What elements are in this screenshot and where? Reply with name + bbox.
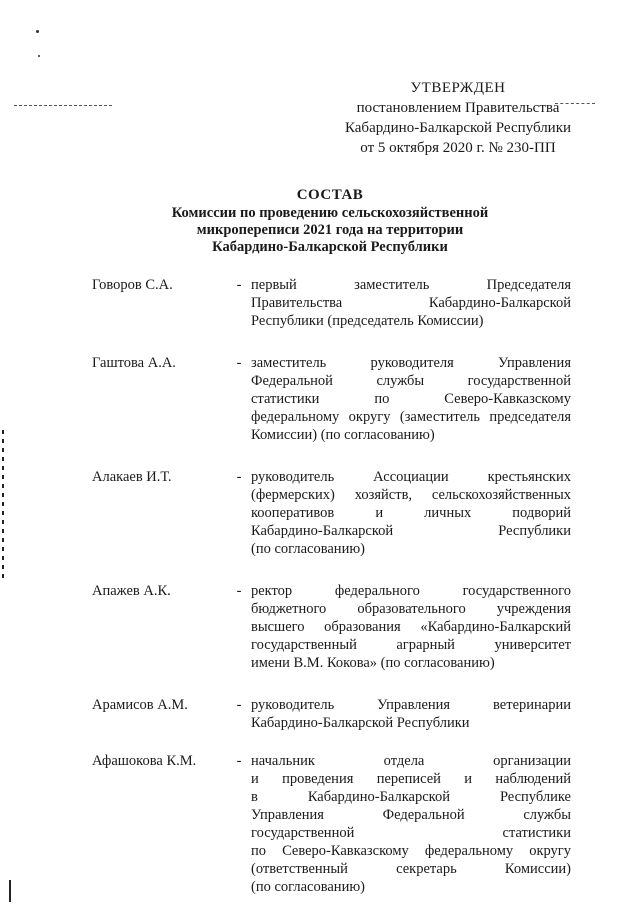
role-line: государственный аграрный университет bbox=[251, 637, 571, 653]
role-line: (фермерских) хозяйств, сельскохозяйственных bbox=[251, 487, 571, 503]
member-role bbox=[251, 354, 571, 444]
member-name: Говоров С.А. bbox=[92, 277, 173, 293]
role-line: высшего образования «Кабардино-Балкарский bbox=[251, 619, 571, 635]
title-line: микропереписи 2021 года на территории bbox=[196, 222, 464, 238]
role-line: руководитель Ассоциации крестьянских bbox=[251, 469, 571, 485]
role-line: государственной статистики bbox=[251, 825, 571, 841]
title-main: СОСТАВ bbox=[296, 187, 364, 203]
role-line: начальник отдела организации bbox=[251, 753, 571, 769]
approval-word: УТВЕРЖДЕН bbox=[410, 80, 506, 96]
role-line: федеральному округу (заместитель председателя bbox=[251, 409, 571, 425]
member-dash: - bbox=[236, 583, 242, 599]
role-line: Правительства Кабардино-Балкарской bbox=[251, 295, 571, 311]
role-line: (по согласованию) bbox=[251, 879, 365, 895]
approval-line: Кабардино-Балкарской Республики bbox=[344, 120, 572, 136]
role-line: кооперативов и личных подворий bbox=[251, 505, 571, 521]
role-line: первый заместитель Председателя bbox=[251, 277, 571, 293]
role-line: по Северо-Кавказскому федеральному округу bbox=[251, 843, 571, 859]
member-row bbox=[92, 468, 582, 558]
member-name: Афашокова К.М. bbox=[92, 753, 197, 769]
member-role bbox=[251, 696, 571, 732]
role-line: Федеральной службы государственной bbox=[251, 373, 571, 389]
member-name: Арамисов А.М. bbox=[92, 697, 188, 713]
approval-line: от 5 октября 2020 г. № 230-ПП bbox=[360, 140, 556, 156]
role-line: Комиссии) (по согласованию) bbox=[251, 427, 435, 443]
role-line: Кабардино-Балкарской Республики bbox=[251, 523, 571, 539]
member-name: Апажев А.К. bbox=[92, 583, 171, 599]
member-dash: - bbox=[236, 697, 242, 713]
member-role bbox=[251, 582, 571, 672]
member-name: Алакаев И.Т. bbox=[92, 469, 172, 485]
role-line: (ответственный секретарь Комиссии) bbox=[251, 861, 571, 877]
approval-line: постановлением Правительства bbox=[356, 100, 560, 116]
scan-edge-mark bbox=[9, 880, 11, 902]
member-name: Гаштова А.А. bbox=[92, 355, 176, 371]
role-line: Республики (председатель Комиссии) bbox=[251, 313, 484, 329]
role-line: статистики по Северо-Кавказскому bbox=[251, 391, 571, 407]
role-line: в Кабардино-Балкарской Республике bbox=[251, 789, 571, 805]
member-row bbox=[92, 582, 582, 672]
member-role bbox=[251, 468, 571, 558]
member-dash: - bbox=[236, 469, 242, 485]
member-role bbox=[251, 276, 571, 330]
member-row bbox=[92, 276, 582, 330]
member-row bbox=[92, 752, 582, 896]
approval-block bbox=[318, 78, 598, 158]
role-line: и проведения переписей и наблюдений bbox=[251, 771, 571, 787]
document-title bbox=[140, 187, 520, 256]
member-role bbox=[251, 752, 571, 896]
title-line: Кабардино-Балкарской Республики bbox=[212, 239, 448, 255]
scan-speck bbox=[38, 55, 40, 57]
member-dash: - bbox=[236, 355, 242, 371]
role-line: Кабардино-Балкарской Республики bbox=[251, 715, 470, 731]
role-line: (по согласованию) bbox=[251, 541, 365, 557]
member-row bbox=[92, 696, 582, 732]
member-row bbox=[92, 354, 582, 444]
role-line: бюджетного образовательного учреждения bbox=[251, 601, 571, 617]
role-line: руководитель Управления ветеринарии bbox=[251, 697, 571, 713]
role-line: имени В.М. Кокова» (по согласованию) bbox=[251, 655, 495, 671]
role-line: заместитель руководителя Управления bbox=[251, 355, 571, 371]
title-line: Комиссии по проведению сельскохозяйственной bbox=[171, 205, 489, 221]
role-line: ректор федерального государственного bbox=[251, 583, 571, 599]
member-dash: - bbox=[236, 277, 242, 293]
role-line: Управления Федеральной службы bbox=[251, 807, 571, 823]
members-list bbox=[92, 276, 582, 896]
scan-line bbox=[14, 105, 112, 106]
scan-edge-mark bbox=[2, 430, 4, 580]
member-dash: - bbox=[236, 753, 242, 769]
scan-speck bbox=[36, 30, 39, 33]
